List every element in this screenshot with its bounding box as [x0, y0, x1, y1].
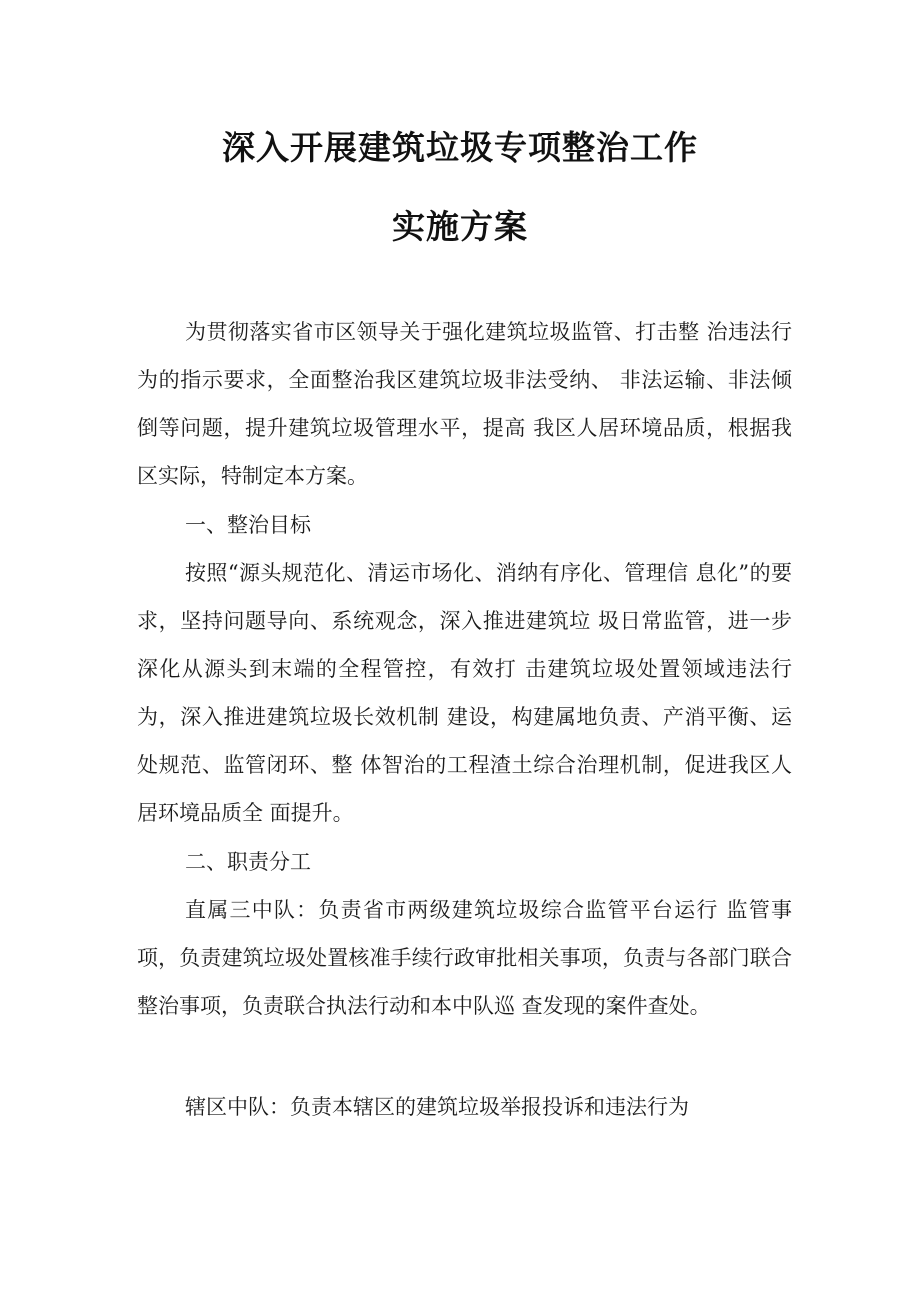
section-1-block — [137, 501, 792, 549]
section-heading-goals: 一、整治目标 — [185, 513, 311, 537]
document-title-line-1: 深入开展建筑垃圾专项整治工作 — [222, 128, 698, 167]
paragraph-goals: 按照“源头规范化、清运市场化、消纳有序化、管理信 息化”的要求，坚持问题导向、系统观念，深入推进建筑垃 圾日常监管，进一步深化从源头到末端的全程管控，有效打 击建筑垃圾处置领域违法行为，深入推进建筑垃圾长效机制 建设，构建属地负责、产消平衡、运处规范、监管闭环、整 体智治的工程渣土综合治理机制，促进我区人居环境品质全 面提升。 — [137, 561, 792, 825]
section-2-block — [137, 838, 792, 886]
paragraph-squad-3-block — [137, 886, 792, 1030]
document-title-line-2: 实施方案 — [392, 207, 528, 246]
section-heading-duties: 二、职责分工 — [185, 850, 311, 874]
paragraph-goals-block — [137, 549, 792, 837]
paragraph-district-squad-block — [137, 1083, 792, 1131]
paragraph-squad-3: 直属三中队：负责省市两级建筑垃圾综合监管平台运行 监管事项，负责建筑垃圾处置核准手续行政审批相关事项，负责与各部门联合整治事项，负责联合执法行动和本中队巡 查发现的案件查处。 — [137, 898, 792, 1018]
paragraph-district-squad: 辖区中队：负责本辖区的建筑垃圾举报投诉和违法行为 — [185, 1095, 689, 1119]
paragraph-intro-block — [137, 308, 792, 500]
paragraph-intro: 为贯彻落实省市区领导关于强化建筑垃圾监管、打击整 治违法行为的指示要求，全面整治我区建筑垃圾非法受纳、 非法运输、非法倾倒等问题，提升建筑垃圾管理水平，提高 我区人居环境品质，根据我区实际，特制定本方案。 — [137, 320, 792, 488]
